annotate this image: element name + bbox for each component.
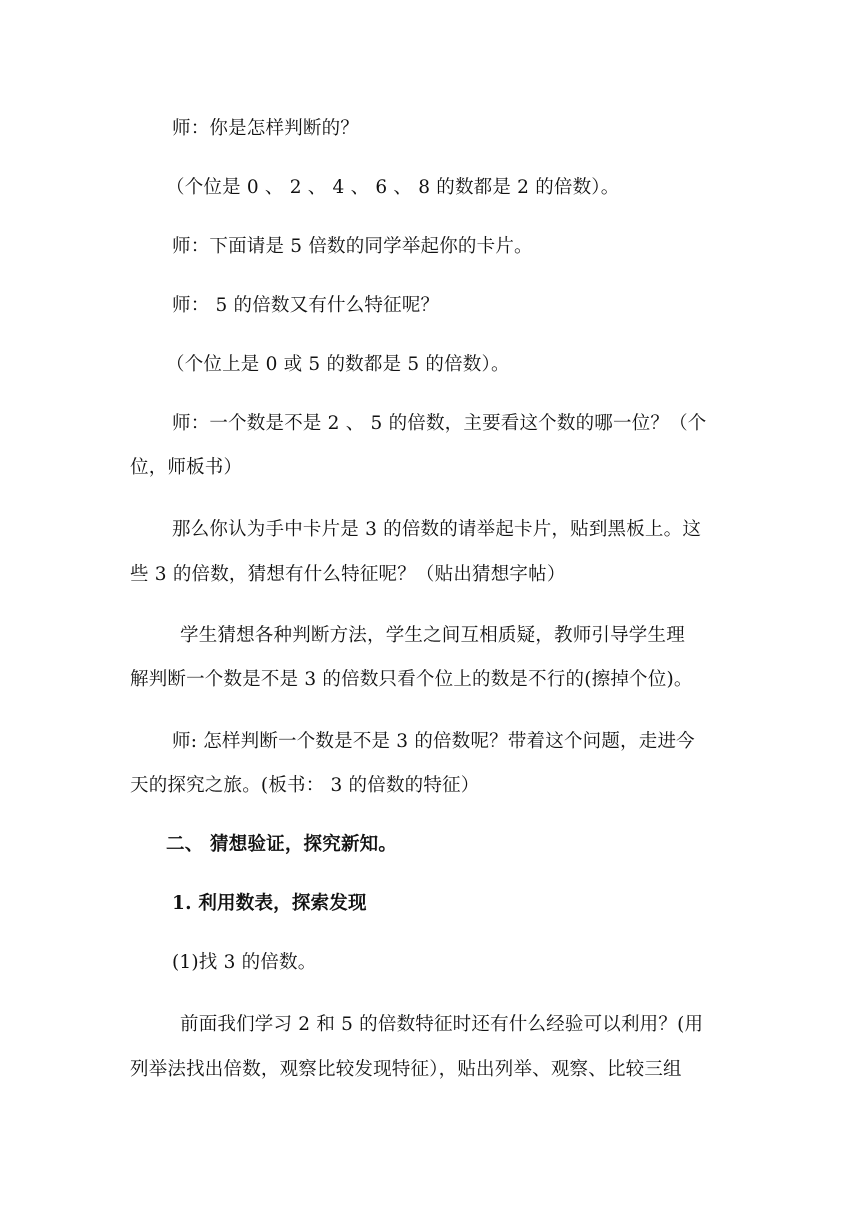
text-line: 位，师板书） [130,457,243,478]
text-line: 列举法找出倍数，观察比较发现特征），贴出列举、观察、比较三组 [130,1059,682,1080]
text-line: 学生猜想各种判断方法，学生之间互相质疑，教师引导学生理 [180,625,685,646]
text-line: 解判断一个数是不是 3 的倍数只看个位上的数是不行的(擦掉个位)。 [130,669,693,690]
section-heading: 二、 猜想验证，探究新知。 [166,834,398,855]
text-line: （个位是 0 、 2 、 4 、 6 、 8 的数都是 2 的倍数）。 [166,177,620,198]
subsection-heading: 1. 利用数表，探索发现 [172,893,367,914]
text-line: 师：一个数是不是 2 、 5 的倍数，主要看这个数的哪一位？（个 [172,413,707,434]
text-line: 那么你认为手中卡片是 3 的倍数的请举起卡片，贴到黑板上。这 [172,519,702,540]
text-line: 些 3 的倍数，猜想有什么特征呢？（贴出猜想字帖） [130,564,566,585]
text-line: 师： 5 的倍数又有什么特征呢？ [172,295,440,316]
text-line: 师：下面请是 5 倍数的同学举起你的卡片。 [172,236,533,257]
text-line: 天的探究之旅。(板书： 3 的倍数的特征） [130,775,480,796]
text-line: （个位上是 0 或 5 的数都是 5 的倍数）。 [166,354,510,375]
text-line: 师: 怎样判断一个数是不是 3 的倍数呢？带着这个问题，走进今 [172,731,695,752]
text-line: 前面我们学习 2 和 5 的倍数特征时还有什么经验可以利用？(用 [180,1014,704,1035]
text-line: 师：你是怎样判断的？ [172,118,360,139]
text-line: (1)找 3 的倍数。 [172,952,317,973]
